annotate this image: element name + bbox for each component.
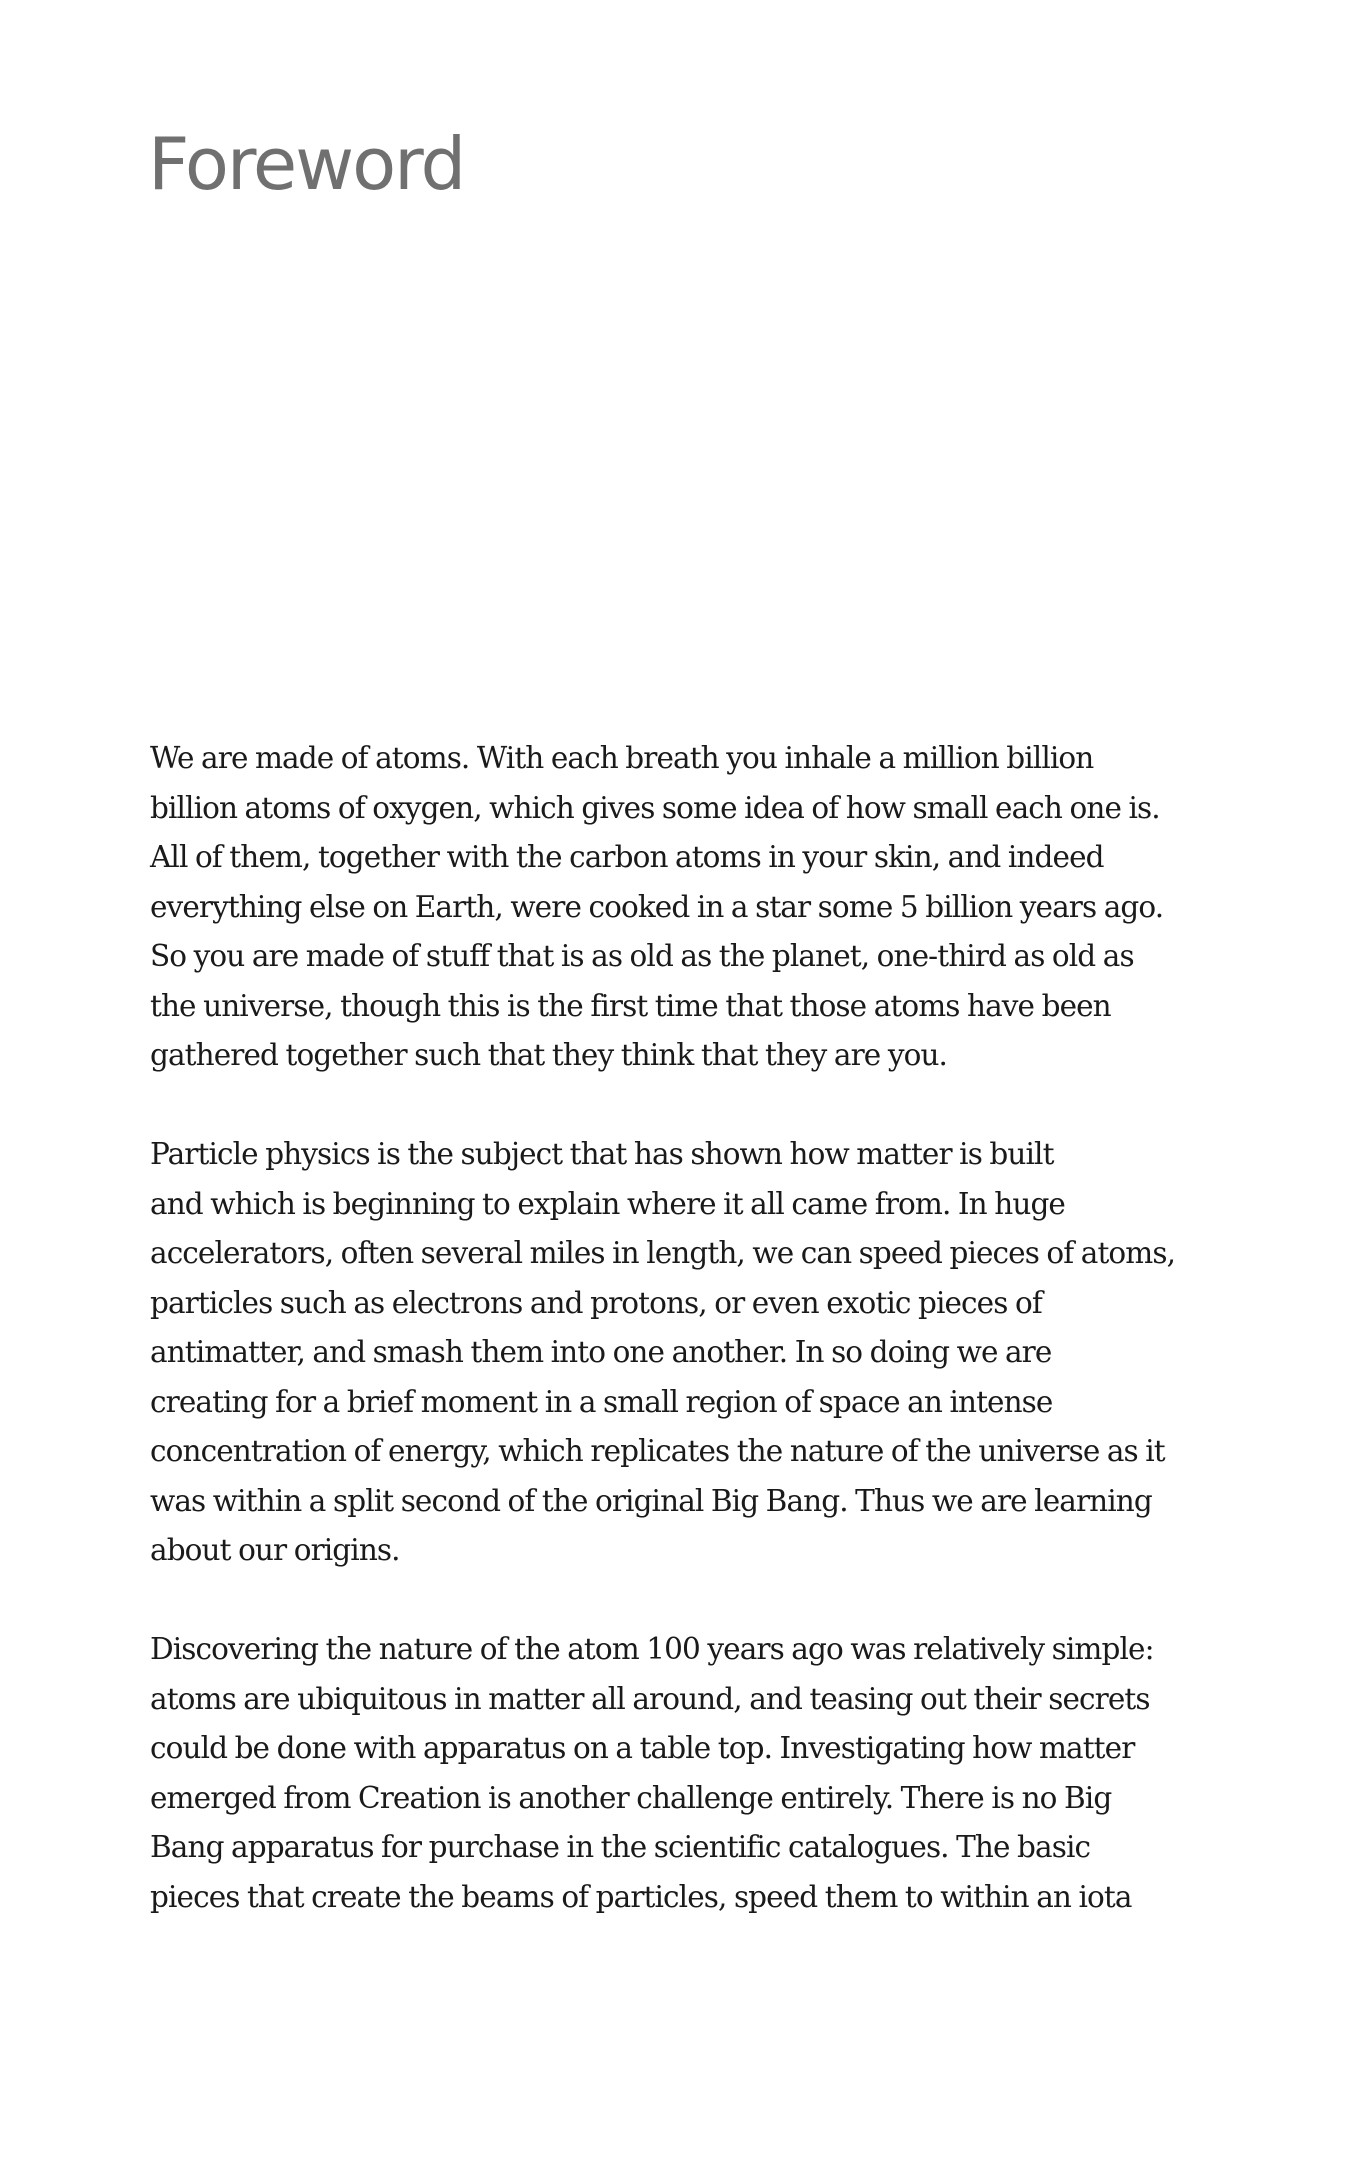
text-line: concentration of energy, which replicates the nature of the universe as it bbox=[150, 1434, 1165, 1468]
paragraph-2 bbox=[150, 1130, 1240, 1576]
text-line: accelerators, often several miles in length, we can speed pieces of atoms, bbox=[150, 1236, 1176, 1270]
text-line: antimatter, and smash them into one another. In so doing we are bbox=[150, 1335, 1052, 1369]
text-line: could be done with apparatus on a table top. Investigating how matter bbox=[150, 1731, 1135, 1765]
text-line: was within a split second of the original Big Bang. Thus we are learning bbox=[150, 1483, 1152, 1518]
text-line: Bang apparatus for purchase in the scientific catalogues. The basic bbox=[150, 1830, 1091, 1864]
text-line: pieces that create the beams of particles, speed them to within an iota bbox=[150, 1879, 1132, 1914]
paragraph-1 bbox=[150, 734, 1240, 1081]
text-line: about our origins. bbox=[150, 1533, 400, 1567]
text-line: All of them, together with the carbon atoms in your skin, and indeed bbox=[150, 840, 1104, 874]
text-line: atoms are ubiquitous in matter all around, and teasing out their secrets bbox=[150, 1681, 1150, 1716]
text-line: gathered together such that they think that they are you. bbox=[150, 1038, 948, 1072]
text-line: We are made of atoms. With each breath you inhale a million billion bbox=[150, 741, 1094, 775]
paragraph-3 bbox=[150, 1625, 1240, 1922]
text-line: So you are made of stuff that is as old as the planet, one-third as old as bbox=[150, 939, 1134, 973]
text-line: Particle physics is the subject that has shown how matter is built bbox=[150, 1137, 1054, 1171]
text-line: everything else on Earth, were cooked in a star some 5 billion years ago. bbox=[150, 889, 1164, 924]
text-line: and which is beginning to explain where it all came from. In huge bbox=[150, 1186, 1065, 1221]
page-title: Foreword bbox=[148, 122, 465, 206]
body-text bbox=[150, 734, 1240, 1972]
text-line: Discovering the nature of the atom 100 years ago was relatively simple: bbox=[150, 1632, 1154, 1666]
text-line: particles such as electrons and protons, or even exotic pieces of bbox=[150, 1285, 1042, 1320]
text-line: billion atoms of oxygen, which gives some idea of how small each one is. bbox=[150, 790, 1160, 825]
text-line: creating for a brief moment in a small region of space an intense bbox=[150, 1384, 1053, 1419]
text-line: emerged from Creation is another challenge entirely. There is no Big bbox=[150, 1780, 1112, 1815]
text-line: the universe, though this is the first time that those atoms have been bbox=[150, 988, 1111, 1023]
